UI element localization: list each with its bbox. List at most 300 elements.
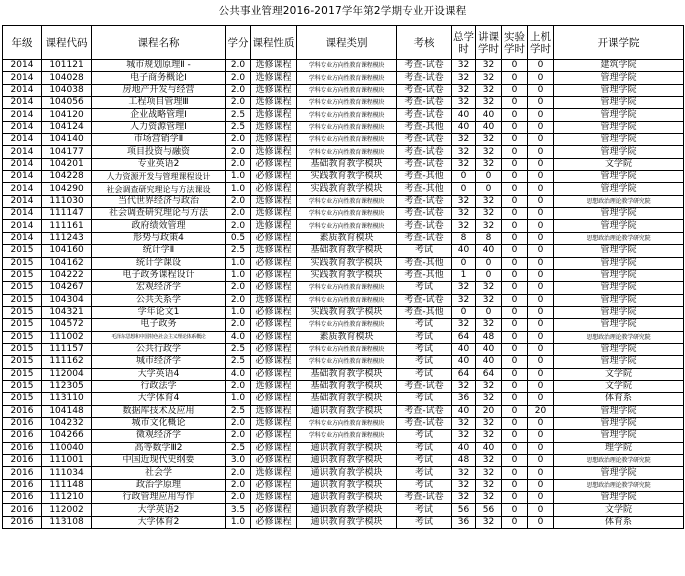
computer-hours-cell: 0 xyxy=(528,97,554,109)
lecture-hours-cell: 0 xyxy=(476,306,502,318)
category-cell: 学科专业方向性教育课程模块 xyxy=(297,430,397,442)
code-cell: 104120 xyxy=(42,109,92,121)
assessment-cell: 考查-其他 xyxy=(397,183,452,195)
lecture-hours-cell: 32 xyxy=(476,417,502,429)
total-hours-cell: 32 xyxy=(452,467,476,479)
code-cell: 111002 xyxy=(42,331,92,343)
assessment-cell: 考试 xyxy=(397,343,452,355)
college-cell: 管理学院 xyxy=(554,467,684,479)
course-name-cell: 项目投资与融资 xyxy=(92,146,226,158)
total-hours-cell: 0 xyxy=(452,183,476,195)
computer-hours-cell: 0 xyxy=(528,380,554,392)
course-name-cell: 行政管理应用写作 xyxy=(92,492,226,504)
category-cell: 素质教育模块 xyxy=(297,331,397,343)
computer-hours-cell: 0 xyxy=(528,319,554,331)
lecture-hours-cell: 40 xyxy=(476,109,502,121)
college-cell: 管理学院 xyxy=(554,72,684,84)
total-hours-cell: 32 xyxy=(452,220,476,232)
header-college: 开课学院 xyxy=(554,26,684,60)
lab-hours-cell: 0 xyxy=(502,84,528,96)
credit-cell: 2.0 xyxy=(226,72,251,84)
assessment-cell: 考查-试卷 xyxy=(397,417,452,429)
category-cell: 素质教育模块 xyxy=(297,232,397,244)
credit-cell: 2.5 xyxy=(226,121,251,133)
lab-hours-cell: 0 xyxy=(502,504,528,516)
nature-cell: 选修课程 xyxy=(251,467,297,479)
college-cell: 管理学院 xyxy=(554,282,684,294)
table-row xyxy=(3,121,684,133)
course-name-cell: 数据库技术及应用 xyxy=(92,405,226,417)
year-cell: 2014 xyxy=(3,84,42,96)
lab-hours-cell: 0 xyxy=(502,492,528,504)
lecture-hours-cell: 48 xyxy=(476,331,502,343)
college-cell: 管理学院 xyxy=(554,294,684,306)
lab-hours-cell: 0 xyxy=(502,380,528,392)
year-cell: 2014 xyxy=(3,220,42,232)
nature-cell: 必修课程 xyxy=(251,282,297,294)
assessment-cell: 考试 xyxy=(397,393,452,405)
total-hours-cell: 32 xyxy=(452,97,476,109)
college-cell: 管理学院 xyxy=(554,208,684,220)
code-cell: 101121 xyxy=(42,60,92,72)
category-cell: 学科专业方向性教育课程模块 xyxy=(297,134,397,146)
table-row xyxy=(3,430,684,442)
computer-hours-cell: 0 xyxy=(528,195,554,207)
total-hours-cell: 36 xyxy=(452,516,476,528)
course-name-cell: 政府绩效管理 xyxy=(92,220,226,232)
table-row xyxy=(3,72,684,84)
course-name-cell: 城市文化概论 xyxy=(92,417,226,429)
course-name-cell: 城市规划原理Ⅱ - xyxy=(92,60,226,72)
header-assessment: 考核 xyxy=(397,26,452,60)
category-cell: 基础教育教学模块 xyxy=(297,393,397,405)
assessment-cell: 考试 xyxy=(397,368,452,380)
year-cell: 2015 xyxy=(3,380,42,392)
table-row xyxy=(3,84,684,96)
nature-cell: 必修课程 xyxy=(251,257,297,269)
computer-hours-cell: 0 xyxy=(528,183,554,195)
lab-hours-cell: 0 xyxy=(502,356,528,368)
header-course-name: 课程名称 xyxy=(92,26,226,60)
assessment-cell: 考查-其他 xyxy=(397,171,452,183)
credit-cell: 2.0 xyxy=(226,492,251,504)
college-cell: 管理学院 xyxy=(554,306,684,318)
total-hours-cell: 32 xyxy=(452,195,476,207)
lecture-hours-cell: 32 xyxy=(476,220,502,232)
credit-cell: 3.0 xyxy=(226,455,251,467)
college-cell: 理学院 xyxy=(554,442,684,454)
lecture-hours-cell: 32 xyxy=(476,282,502,294)
lecture-hours-cell: 32 xyxy=(476,455,502,467)
college-cell: 管理学院 xyxy=(554,121,684,133)
code-cell: 104038 xyxy=(42,84,92,96)
total-hours-cell: 32 xyxy=(452,380,476,392)
code-cell: 111148 xyxy=(42,479,92,491)
total-hours-cell: 0 xyxy=(452,257,476,269)
lecture-hours-cell: 20 xyxy=(476,405,502,417)
code-cell: 111030 xyxy=(42,195,92,207)
year-cell: 2015 xyxy=(3,319,42,331)
total-hours-cell: 32 xyxy=(452,282,476,294)
year-cell: 2014 xyxy=(3,146,42,158)
lecture-hours-cell: 32 xyxy=(476,60,502,72)
category-cell: 学科专业方向性教育课程模块 xyxy=(297,146,397,158)
college-cell: 管理学院 xyxy=(554,417,684,429)
credit-cell: 2.5 xyxy=(226,245,251,257)
course-name-cell: 公共行政学 xyxy=(92,343,226,355)
lecture-hours-cell: 0 xyxy=(476,171,502,183)
credit-cell: 2.0 xyxy=(226,380,251,392)
table-row xyxy=(3,417,684,429)
computer-hours-cell: 0 xyxy=(528,356,554,368)
total-hours-cell: 40 xyxy=(452,356,476,368)
nature-cell: 必修课程 xyxy=(251,356,297,368)
category-cell: 实践教育教学模块 xyxy=(297,257,397,269)
year-cell: 2015 xyxy=(3,269,42,281)
credit-cell: 4.0 xyxy=(226,368,251,380)
assessment-cell: 考查-试卷 xyxy=(397,405,452,417)
category-cell: 基础教育教学模块 xyxy=(297,158,397,170)
college-cell: 体育系 xyxy=(554,393,684,405)
category-cell: 学科专业方向性教育课程模块 xyxy=(297,208,397,220)
lab-hours-cell: 0 xyxy=(502,343,528,355)
course-name-cell: 工程项目管理Ⅲ xyxy=(92,97,226,109)
lab-hours-cell: 0 xyxy=(502,60,528,72)
assessment-cell: 考查-试卷 xyxy=(397,60,452,72)
lab-hours-cell: 0 xyxy=(502,417,528,429)
computer-hours-cell: 0 xyxy=(528,331,554,343)
category-cell: 实践教育教学模块 xyxy=(297,306,397,318)
course-name-cell: 当代世界经济与政治 xyxy=(92,195,226,207)
course-name-cell: 企业战略管理Ⅰ xyxy=(92,109,226,121)
course-name-cell: 政治学原理 xyxy=(92,479,226,491)
course-name-cell: 统计学Ⅱ xyxy=(92,245,226,257)
computer-hours-cell: 0 xyxy=(528,220,554,232)
category-cell: 实践教育教学模块 xyxy=(297,269,397,281)
college-cell: 管理学院 xyxy=(554,84,684,96)
college-cell: 管理学院 xyxy=(554,405,684,417)
assessment-cell: 考查-其他 xyxy=(397,121,452,133)
course-name-cell: 公共关系学 xyxy=(92,294,226,306)
college-cell: 管理学院 xyxy=(554,492,684,504)
nature-cell: 必修课程 xyxy=(251,183,297,195)
code-cell: 104222 xyxy=(42,269,92,281)
nature-cell: 选修课程 xyxy=(251,294,297,306)
credit-cell: 1.0 xyxy=(226,516,251,528)
course-name-cell: 微观经济学 xyxy=(92,430,226,442)
table-row xyxy=(3,134,684,146)
nature-cell: 选修课程 xyxy=(251,245,297,257)
credit-cell: 1.0 xyxy=(226,269,251,281)
lab-hours-cell: 0 xyxy=(502,97,528,109)
assessment-cell: 考试 xyxy=(397,442,452,454)
year-cell: 2014 xyxy=(3,171,42,183)
table-header-row xyxy=(3,26,684,60)
table-row xyxy=(3,60,684,72)
table-row xyxy=(3,245,684,257)
year-cell: 2014 xyxy=(3,208,42,220)
nature-cell: 必修课程 xyxy=(251,343,297,355)
computer-hours-cell: 0 xyxy=(528,455,554,467)
computer-hours-cell: 0 xyxy=(528,245,554,257)
nature-cell: 必修课程 xyxy=(251,232,297,244)
category-cell: 学科专业方向性教育课程模块 xyxy=(297,343,397,355)
college-cell: 管理学院 xyxy=(554,109,684,121)
lab-hours-cell: 0 xyxy=(502,442,528,454)
nature-cell: 必修课程 xyxy=(251,516,297,528)
code-cell: 113110 xyxy=(42,393,92,405)
computer-hours-cell: 0 xyxy=(528,158,554,170)
year-cell: 2014 xyxy=(3,97,42,109)
computer-hours-cell: 0 xyxy=(528,109,554,121)
assessment-cell: 考试 xyxy=(397,479,452,491)
college-cell: 管理学院 xyxy=(554,220,684,232)
assessment-cell: 考查-试卷 xyxy=(397,380,452,392)
lab-hours-cell: 0 xyxy=(502,195,528,207)
table-row xyxy=(3,405,684,417)
year-cell: 2014 xyxy=(3,109,42,121)
college-cell: 体育系 xyxy=(554,516,684,528)
table-row xyxy=(3,492,684,504)
college-cell: 思想政治理论教学研究院 xyxy=(554,195,684,207)
course-name-cell: 社会调查研究理论与方法 xyxy=(92,208,226,220)
computer-hours-cell: 0 xyxy=(528,430,554,442)
year-cell: 2016 xyxy=(3,405,42,417)
total-hours-cell: 32 xyxy=(452,294,476,306)
lab-hours-cell: 0 xyxy=(502,158,528,170)
category-cell: 通识教育教学模块 xyxy=(297,442,397,454)
lecture-hours-cell: 32 xyxy=(476,294,502,306)
code-cell: 113108 xyxy=(42,516,92,528)
lab-hours-cell: 0 xyxy=(502,121,528,133)
code-cell: 104160 xyxy=(42,245,92,257)
computer-hours-cell: 0 xyxy=(528,393,554,405)
nature-cell: 选修课程 xyxy=(251,195,297,207)
code-cell: 111034 xyxy=(42,467,92,479)
total-hours-cell: 32 xyxy=(452,158,476,170)
nature-cell: 选修课程 xyxy=(251,121,297,133)
lab-hours-cell: 0 xyxy=(502,208,528,220)
computer-hours-cell: 0 xyxy=(528,60,554,72)
table-row xyxy=(3,467,684,479)
lab-hours-cell: 0 xyxy=(502,171,528,183)
lab-hours-cell: 0 xyxy=(502,257,528,269)
credit-cell: 2.5 xyxy=(226,356,251,368)
assessment-cell: 考查-试卷 xyxy=(397,195,452,207)
college-cell: 思想政治理论教学研究院 xyxy=(554,232,684,244)
assessment-cell: 考查-试卷 xyxy=(397,294,452,306)
total-hours-cell: 32 xyxy=(452,492,476,504)
table-row xyxy=(3,331,684,343)
lecture-hours-cell: 32 xyxy=(476,72,502,84)
category-cell: 实践教育教学模块 xyxy=(297,171,397,183)
table-row xyxy=(3,257,684,269)
lecture-hours-cell: 32 xyxy=(476,146,502,158)
year-cell: 2015 xyxy=(3,393,42,405)
lecture-hours-cell: 40 xyxy=(476,343,502,355)
assessment-cell: 考查-试卷 xyxy=(397,134,452,146)
table-row xyxy=(3,442,684,454)
year-cell: 2015 xyxy=(3,282,42,294)
year-cell: 2014 xyxy=(3,121,42,133)
table-row xyxy=(3,393,684,405)
category-cell: 通识教育教学模块 xyxy=(297,455,397,467)
code-cell: 104140 xyxy=(42,134,92,146)
assessment-cell: 考试 xyxy=(397,356,452,368)
lecture-hours-cell: 32 xyxy=(476,492,502,504)
lecture-hours-cell: 32 xyxy=(476,319,502,331)
category-cell: 实践教育教学模块 xyxy=(297,183,397,195)
college-cell: 管理学院 xyxy=(554,343,684,355)
course-name-cell: 电子商务概论Ⅰ xyxy=(92,72,226,84)
assessment-cell: 考查-试卷 xyxy=(397,84,452,96)
lab-hours-cell: 0 xyxy=(502,479,528,491)
college-cell: 管理学院 xyxy=(554,319,684,331)
year-cell: 2015 xyxy=(3,368,42,380)
credit-cell: 2.0 xyxy=(226,195,251,207)
nature-cell: 必修课程 xyxy=(251,368,297,380)
nature-cell: 选修课程 xyxy=(251,60,297,72)
total-hours-cell: 40 xyxy=(452,343,476,355)
table-row xyxy=(3,356,684,368)
assessment-cell: 考查-试卷 xyxy=(397,208,452,220)
credit-cell: 0.5 xyxy=(226,232,251,244)
credit-cell: 2.0 xyxy=(226,146,251,158)
total-hours-cell: 64 xyxy=(452,368,476,380)
college-cell: 管理学院 xyxy=(554,245,684,257)
nature-cell: 选修课程 xyxy=(251,220,297,232)
nature-cell: 必修课程 xyxy=(251,393,297,405)
code-cell: 104290 xyxy=(42,183,92,195)
lab-hours-cell: 0 xyxy=(502,455,528,467)
course-name-cell: 大学英语2 xyxy=(92,504,226,516)
computer-hours-cell: 0 xyxy=(528,343,554,355)
credit-cell: 2.0 xyxy=(226,417,251,429)
credit-cell: 2.0 xyxy=(226,84,251,96)
lab-hours-cell: 0 xyxy=(502,109,528,121)
lecture-hours-cell: 32 xyxy=(476,208,502,220)
credit-cell: 2.5 xyxy=(226,343,251,355)
computer-hours-cell: 0 xyxy=(528,269,554,281)
lecture-hours-cell: 32 xyxy=(476,195,502,207)
assessment-cell: 考试 xyxy=(397,430,452,442)
table-row xyxy=(3,269,684,281)
lecture-hours-cell: 32 xyxy=(476,134,502,146)
credit-cell: 2.0 xyxy=(226,60,251,72)
year-cell: 2015 xyxy=(3,356,42,368)
year-cell: 2014 xyxy=(3,134,42,146)
total-hours-cell: 32 xyxy=(452,319,476,331)
category-cell: 学科专业方向性教育课程模块 xyxy=(297,294,397,306)
code-cell: 112002 xyxy=(42,504,92,516)
lab-hours-cell: 0 xyxy=(502,146,528,158)
table-row xyxy=(3,479,684,491)
lab-hours-cell: 0 xyxy=(502,319,528,331)
lecture-hours-cell: 32 xyxy=(476,393,502,405)
lab-hours-cell: 0 xyxy=(502,72,528,84)
assessment-cell: 考试 xyxy=(397,319,452,331)
year-cell: 2015 xyxy=(3,257,42,269)
assessment-cell: 考查-试卷 xyxy=(397,72,452,84)
lab-hours-cell: 0 xyxy=(502,368,528,380)
year-cell: 2016 xyxy=(3,516,42,528)
assessment-cell: 考查-其他 xyxy=(397,306,452,318)
computer-hours-cell: 0 xyxy=(528,146,554,158)
total-hours-cell: 40 xyxy=(452,245,476,257)
year-cell: 2015 xyxy=(3,294,42,306)
course-name-cell: 房地产开发与经营 xyxy=(92,84,226,96)
computer-hours-cell: 0 xyxy=(528,84,554,96)
college-cell: 管理学院 xyxy=(554,257,684,269)
total-hours-cell: 0 xyxy=(452,306,476,318)
college-cell: 文学院 xyxy=(554,158,684,170)
table-row xyxy=(3,380,684,392)
total-hours-cell: 32 xyxy=(452,72,476,84)
college-cell: 思想政治理论教学研究院 xyxy=(554,331,684,343)
assessment-cell: 考查-试卷 xyxy=(397,232,452,244)
lecture-hours-cell: 0 xyxy=(476,257,502,269)
lecture-hours-cell: 0 xyxy=(476,269,502,281)
header-course-nature: 课程性质 xyxy=(251,26,297,60)
total-hours-cell: 40 xyxy=(452,442,476,454)
course-name-cell: 市场营销学Ⅱ xyxy=(92,134,226,146)
table-row xyxy=(3,504,684,516)
total-hours-cell: 32 xyxy=(452,134,476,146)
lab-hours-cell: 0 xyxy=(502,282,528,294)
code-cell: 111157 xyxy=(42,343,92,355)
credit-cell: 1.0 xyxy=(226,171,251,183)
computer-hours-cell: 0 xyxy=(528,294,554,306)
category-cell: 通识教育教学模块 xyxy=(297,405,397,417)
table-row xyxy=(3,171,684,183)
header-credit: 学分 xyxy=(226,26,251,60)
total-hours-cell: 40 xyxy=(452,109,476,121)
table-row xyxy=(3,343,684,355)
total-hours-cell: 0 xyxy=(452,171,476,183)
lab-hours-cell: 0 xyxy=(502,220,528,232)
lab-hours-cell: 0 xyxy=(502,393,528,405)
college-cell: 管理学院 xyxy=(554,183,684,195)
year-cell: 2014 xyxy=(3,232,42,244)
course-name-cell: 中国近现代史纲要 xyxy=(92,455,226,467)
header-lecture-hours: 讲课学时 xyxy=(476,26,502,60)
category-cell: 通识教育教学模块 xyxy=(297,516,397,528)
college-cell: 建筑学院 xyxy=(554,60,684,72)
code-cell: 104304 xyxy=(42,294,92,306)
category-cell: 通识教育教学模块 xyxy=(297,492,397,504)
assessment-cell: 考试 xyxy=(397,331,452,343)
computer-hours-cell: 0 xyxy=(528,442,554,454)
college-cell: 管理学院 xyxy=(554,356,684,368)
computer-hours-cell: 0 xyxy=(528,492,554,504)
college-cell: 管理学院 xyxy=(554,134,684,146)
code-cell: 112004 xyxy=(42,368,92,380)
category-cell: 学科专业方向性教育课程模块 xyxy=(297,109,397,121)
course-name-cell: 大学体育2 xyxy=(92,516,226,528)
nature-cell: 必修课程 xyxy=(251,442,297,454)
code-cell: 104572 xyxy=(42,319,92,331)
computer-hours-cell: 0 xyxy=(528,282,554,294)
category-cell: 学科专业方向性教育课程模块 xyxy=(297,356,397,368)
lecture-hours-cell: 32 xyxy=(476,97,502,109)
table-row xyxy=(3,195,684,207)
lecture-hours-cell: 0 xyxy=(476,183,502,195)
credit-cell: 1.0 xyxy=(226,257,251,269)
table-row xyxy=(3,455,684,467)
nature-cell: 选修课程 xyxy=(251,146,297,158)
course-name-cell: 高等数学Ⅲ2 xyxy=(92,442,226,454)
credit-cell: 1.0 xyxy=(226,393,251,405)
